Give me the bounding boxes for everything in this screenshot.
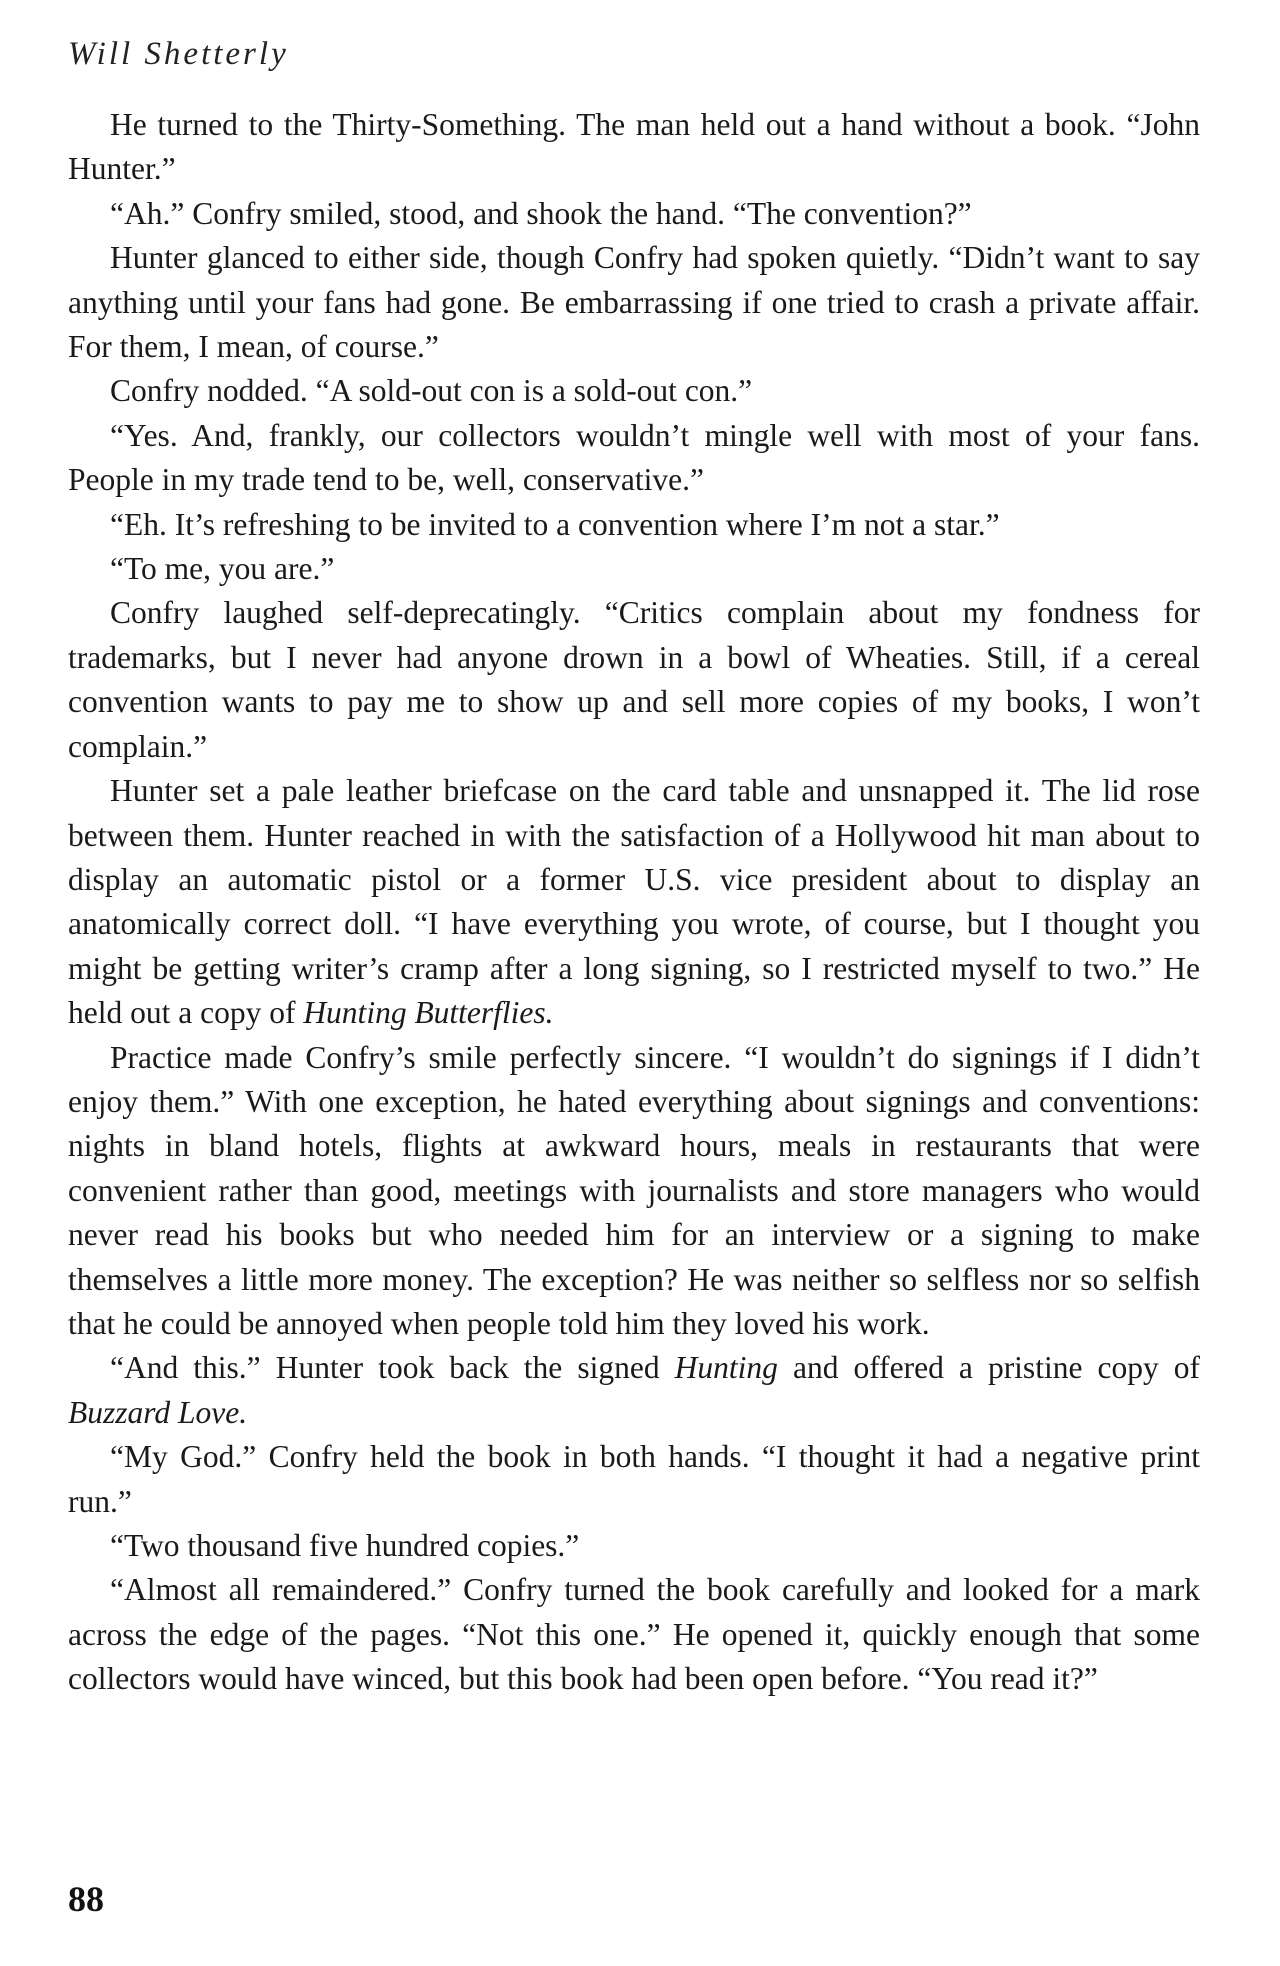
paragraph bbox=[68, 1568, 1200, 1701]
paragraph-text: Hunter glanced to either side, though Confry had spoken quietly. “Didn’t want to say anything until your fans had gone. Be embarrassing if one tried to crash a private affair. For them, I mean, of course.” bbox=[68, 240, 1200, 365]
paragraph bbox=[68, 503, 1200, 547]
italic-title: Hunting Butterflies. bbox=[303, 995, 554, 1031]
paragraph bbox=[68, 1036, 1200, 1347]
paragraph bbox=[68, 414, 1200, 503]
body-text bbox=[68, 103, 1200, 1702]
paragraph-text: “And this.” Hunter took back the signed bbox=[110, 1350, 675, 1386]
paragraph bbox=[68, 192, 1200, 236]
paragraph bbox=[68, 547, 1200, 591]
paragraph bbox=[68, 769, 1200, 1035]
paragraph-text: “Eh. It’s refreshing to be invited to a convention where I’m not a star.” bbox=[110, 506, 1000, 542]
paragraph bbox=[68, 236, 1200, 369]
paragraph-text: and offered a pristine copy of bbox=[777, 1350, 1201, 1386]
paragraph-text: Hunter set a pale leather briefcase on the card table and unsnapped it. The lid rose between them. Hunter reached in with the satisfaction of a Hollywood hit man about to display an automatic pistol or a former U.S. vice president about to display an anatomically correct doll. “I have everything you wrote, of course, but I thought you might be getting writer’s cramp after a long signing, so I restricted myself to two.” He held out a copy of bbox=[68, 773, 1200, 1031]
paragraph-text: “Ah.” Confry smiled, stood, and shook the hand. “The convention?” bbox=[110, 195, 972, 231]
italic-title: Hunting bbox=[674, 1350, 778, 1386]
paragraph-text: Practice made Confry’s smile perfectly sincere. “I wouldn’t do signings if I didn’t enjoy them.” With one exception, he hated everything about signings and conventions: nights in bland hotels, flights at awkward hours, meals in restaurants that were convenient rather than good, meetings with journalists and store managers who would never read his books but who needed him for an interview or a signing to make themselves a little more money. The exception? He was neither so selfless nor so selfish that he could be annoyed when people told him they loved his work. bbox=[68, 1039, 1200, 1341]
paragraph-text: Confry laughed self-deprecatingly. “Critics complain about my fondness for trademarks, but I never had anyone drown in a bowl of Wheaties. Still, if a cereal convention wants to pay me to show up and sell more copies of my books, I won’t complain.” bbox=[68, 595, 1200, 764]
paragraph bbox=[68, 591, 1200, 769]
paragraph bbox=[68, 1346, 1200, 1435]
paragraph-text: “Almost all remaindered.” Confry turned the book carefully and looked for a mark across the edge of the pages. “Not this one.” He opened it, quickly enough that some collectors would have winced, but this book had been open before. “You read it?” bbox=[68, 1572, 1200, 1697]
running-head: Will Shetterly bbox=[68, 36, 289, 72]
paragraph-text: “Two thousand five hundred copies.” bbox=[110, 1528, 580, 1563]
paragraph bbox=[68, 1435, 1200, 1524]
paragraph-text: “Yes. And, frankly, our collectors wouldn’t mingle well with most of your fans. People in my trade tend to be, well, conservative.” bbox=[68, 417, 1200, 498]
italic-title: Buzzard Love. bbox=[68, 1394, 248, 1430]
paragraph-text: “My God.” Confry held the book in both hands. “I thought it had a negative print run.” bbox=[68, 1439, 1200, 1519]
paragraph-text: Confry nodded. “A sold-out con is a sold-out con.” bbox=[110, 373, 753, 409]
paragraph bbox=[68, 103, 1200, 192]
paragraph bbox=[68, 369, 1200, 413]
paragraph-text: He turned to the Thirty-Something. The man held out a hand without a book. “John Hunter.” bbox=[68, 107, 1200, 187]
paragraph bbox=[68, 1524, 1200, 1568]
paragraph-text: “To me, you are.” bbox=[110, 551, 335, 587]
page-number: 88 bbox=[68, 1879, 104, 1919]
